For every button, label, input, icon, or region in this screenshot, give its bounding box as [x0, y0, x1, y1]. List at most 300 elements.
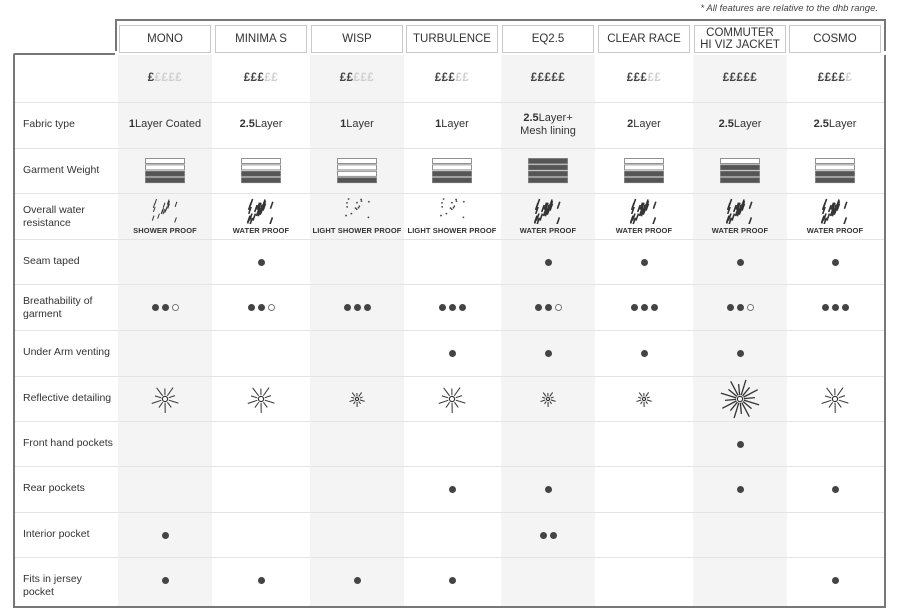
rain-streak	[653, 217, 655, 224]
burst-ray	[837, 402, 841, 407]
weight-bar	[529, 164, 568, 169]
price-cell	[597, 55, 691, 100]
weight-bar	[433, 171, 472, 176]
feature-dots	[639, 344, 649, 362]
feature-dot	[832, 577, 839, 584]
weight-bar	[625, 171, 664, 176]
reflective-cell	[693, 376, 787, 421]
feature-dots	[538, 526, 558, 544]
row-label-underarm: Under Arm venting	[23, 346, 110, 358]
breath-dot-filled	[344, 304, 351, 311]
breath-dot-filled	[364, 304, 371, 311]
rain-icon	[435, 196, 469, 224]
burst-ray	[551, 397, 554, 398]
breath-dots	[725, 298, 755, 316]
breath-dot-filled	[152, 304, 159, 311]
burst-ray	[638, 397, 641, 398]
burst-ray	[829, 402, 833, 407]
weight-cell	[214, 148, 308, 193]
rear-cell	[405, 466, 499, 511]
reflective-burst-icon	[718, 377, 762, 421]
feature-dots	[735, 435, 745, 453]
burst-ray	[263, 387, 269, 395]
breath-dots	[437, 298, 467, 316]
weight-bars-icon	[815, 158, 855, 184]
burst-ray	[354, 401, 356, 403]
price-rating: £££££	[817, 71, 853, 84]
feature-dot	[737, 350, 744, 357]
feature-dots	[352, 571, 362, 589]
burst-ray	[740, 402, 741, 413]
product-header: WISP	[311, 25, 403, 53]
rain-icon	[531, 196, 565, 224]
water-rating-label: WATER PROOF	[232, 226, 290, 235]
rain-streak	[729, 199, 731, 206]
reflective-burst-icon	[335, 377, 379, 421]
weight-bar	[242, 158, 281, 163]
weight-bar	[338, 171, 377, 176]
price-rating: £££££	[434, 71, 470, 84]
breath-dot-filled	[822, 304, 829, 311]
interior-cell	[118, 512, 212, 557]
weight-bar	[433, 177, 472, 182]
breath-dot-empty	[172, 304, 179, 311]
burst-ray	[542, 397, 545, 398]
burst-ray	[359, 392, 362, 396]
row-label-interior: Interior pocket	[23, 528, 90, 540]
weight-bar	[816, 158, 855, 163]
feature-dot	[545, 486, 552, 493]
burst-ray	[351, 397, 354, 398]
fronthand-cell	[118, 421, 212, 466]
burst-ray	[454, 402, 458, 407]
feature-dots	[543, 480, 553, 498]
row-label-fronthand: Front hand pockets	[23, 437, 113, 449]
burst-ray	[251, 395, 257, 397]
burst-ray	[639, 392, 642, 396]
feature-dot	[540, 532, 547, 539]
rain-icon	[244, 196, 278, 224]
rain-icon	[340, 196, 374, 224]
breath-dot-filled	[258, 304, 265, 311]
reflective-cell	[118, 376, 212, 421]
product-header: COMMUTER HI VIZ JACKET	[694, 25, 786, 53]
fabric-type: 1Layer	[435, 118, 469, 130]
burst-ray	[167, 387, 173, 395]
fabric-cell	[118, 102, 212, 147]
weight-cell	[405, 148, 499, 193]
burst-ray	[647, 397, 650, 398]
jersey-cell	[405, 557, 499, 602]
burst-ray	[636, 399, 641, 401]
feature-dots	[447, 480, 457, 498]
weight-bar	[146, 164, 185, 169]
water-rating-label: LIGHT SHOWER PROOF	[407, 226, 497, 235]
burst-ray	[739, 384, 740, 395]
burst-ray	[550, 401, 552, 403]
weight-bar	[433, 164, 472, 169]
breath-dot-filled	[459, 304, 466, 311]
water-rating-label: WATER PROOF	[519, 226, 577, 235]
seam-cell	[693, 239, 787, 284]
burst-ray	[360, 399, 365, 400]
reflective-burst-icon	[143, 377, 187, 421]
reflective-cell	[597, 376, 691, 421]
breath-dot-filled	[162, 304, 169, 311]
jersey-cell	[788, 557, 882, 602]
seam-cell	[118, 239, 212, 284]
rain-drop	[358, 205, 360, 207]
burst-ray	[822, 400, 831, 403]
weight-bar	[338, 164, 377, 169]
rear-cell	[501, 466, 595, 511]
rain-streak	[653, 202, 655, 209]
feature-dot	[737, 259, 744, 266]
footnote: * All features are relative to the dhb range.	[700, 3, 878, 14]
rain-streak	[732, 214, 734, 221]
rain-drop	[440, 215, 442, 217]
rain-streak	[827, 214, 829, 221]
rain-streak	[250, 199, 252, 206]
weight-bars-icon	[241, 158, 281, 184]
burst-ray	[839, 400, 849, 403]
burst-center	[162, 396, 167, 401]
burst-ray	[248, 400, 257, 403]
feature-dot	[737, 441, 744, 448]
reflective-cell	[214, 376, 308, 421]
interior-cell	[501, 512, 595, 557]
rear-cell	[310, 466, 404, 511]
price-rating: £££££	[147, 71, 183, 84]
rain-drop	[361, 200, 363, 202]
feature-dots	[543, 344, 553, 362]
rain-drop	[368, 216, 370, 218]
breath-cell	[597, 284, 691, 329]
burst-ray	[263, 402, 267, 407]
weight-bar	[625, 158, 664, 163]
rain-icon	[148, 196, 182, 224]
water-cell	[310, 193, 404, 238]
weight-bar	[721, 177, 760, 182]
weight-bars-icon	[337, 158, 377, 184]
rain-streak	[158, 214, 160, 219]
seam-cell	[597, 239, 691, 284]
weight-bar	[242, 164, 281, 169]
water-cell	[501, 193, 595, 238]
feature-dot	[832, 486, 839, 493]
burst-center	[355, 397, 358, 400]
weight-cell	[788, 148, 882, 193]
burst-ray	[255, 402, 259, 407]
fabric-cell	[405, 102, 499, 147]
row-label-seam: Seam taped	[23, 255, 80, 267]
burst-ray	[722, 400, 736, 407]
product-header: MINIMA S	[215, 25, 307, 53]
water-cell	[693, 193, 787, 238]
burst-center	[546, 397, 549, 400]
interior-cell	[310, 512, 404, 557]
rain-streak	[152, 216, 154, 221]
rain-icon	[627, 196, 661, 224]
breath-dot-filled	[354, 304, 361, 311]
jersey-cell	[310, 557, 404, 602]
weight-bar	[146, 177, 185, 182]
feature-dots	[160, 571, 170, 589]
reflective-burst-icon	[430, 377, 474, 421]
rear-cell	[118, 466, 212, 511]
feature-dots	[160, 526, 170, 544]
row-label-water: Overall water resistance	[23, 204, 85, 229]
fabric-cell	[214, 102, 308, 147]
weight-bar	[146, 158, 185, 163]
breath-cell	[118, 284, 212, 329]
breath-dot-filled	[631, 304, 638, 311]
breath-dot-filled	[651, 304, 658, 311]
burst-ray	[169, 395, 175, 397]
row-label-weight: Garment Weight	[23, 164, 100, 176]
product-header: MONO	[119, 25, 211, 53]
interior-cell	[788, 512, 882, 557]
burst-ray	[647, 399, 652, 400]
breath-cell	[310, 284, 404, 329]
water-cell	[788, 193, 882, 238]
feature-dots	[447, 344, 457, 362]
seam-cell	[788, 239, 882, 284]
rain-streak	[537, 199, 539, 206]
reflective-burst-icon	[526, 377, 570, 421]
weight-bar	[721, 158, 760, 163]
reflective-cell	[501, 376, 595, 421]
burst-ray	[155, 395, 161, 397]
burst-ray	[456, 400, 466, 403]
row-label-reflective: Reflective detailing	[23, 392, 112, 404]
feature-dots	[830, 480, 840, 498]
breath-dot-filled	[641, 304, 648, 311]
breath-dot-empty	[555, 304, 562, 311]
rain-icon	[723, 196, 757, 224]
weight-bars-icon	[145, 158, 185, 184]
reflective-cell	[788, 376, 882, 421]
rain-icon	[818, 196, 852, 224]
breath-dot-filled	[535, 304, 542, 311]
feature-dot	[641, 259, 648, 266]
rain-streak	[844, 202, 846, 209]
burst-center	[832, 396, 837, 401]
burst-ray	[744, 397, 755, 398]
fronthand-cell	[788, 421, 882, 466]
burst-ray	[359, 401, 361, 403]
fronthand-cell	[310, 421, 404, 466]
rain-streak	[540, 214, 542, 221]
row-label-breath: Breathability of garment	[23, 295, 93, 320]
burst-ray	[646, 392, 649, 396]
rain-drop	[358, 207, 360, 209]
weight-bar	[721, 164, 760, 169]
rain-streak	[270, 217, 272, 224]
breath-dot-empty	[747, 304, 754, 311]
reflective-burst-icon	[239, 377, 283, 421]
weight-cell	[693, 148, 787, 193]
rain-drop	[441, 206, 443, 208]
burst-ray	[265, 395, 271, 397]
jersey-cell	[214, 557, 308, 602]
rear-cell	[693, 466, 787, 511]
fabric-cell	[310, 102, 404, 147]
jersey-cell	[597, 557, 691, 602]
weight-bar	[338, 158, 377, 163]
rain-drop	[441, 202, 443, 204]
price-cell	[501, 55, 595, 100]
rain-drop	[455, 199, 457, 201]
water-rating-label: LIGHT SHOWER PROOF	[312, 226, 402, 235]
rain-drop	[450, 207, 452, 209]
price-rating: £££££	[339, 71, 375, 84]
rain-drop	[355, 207, 357, 209]
rain-streak	[636, 214, 638, 221]
burst-center	[642, 397, 645, 400]
burst-ray	[157, 387, 163, 395]
weight-bar	[816, 177, 855, 182]
feature-dots	[639, 253, 649, 271]
product-header: TURBULENCE	[406, 25, 498, 53]
fabric-type: 2Layer	[627, 118, 661, 130]
rain-drop	[346, 202, 348, 204]
feature-dots	[830, 571, 840, 589]
feature-dot	[545, 259, 552, 266]
reflective-burst-icon	[813, 377, 857, 421]
row-label-jersey: Fits in jersey pocket	[23, 573, 82, 598]
burst-ray	[349, 399, 354, 401]
rain-streak	[175, 217, 177, 222]
feature-dot	[550, 532, 557, 539]
product-header: EQ2.5	[502, 25, 594, 53]
feature-dot	[832, 259, 839, 266]
breath-dots	[150, 298, 180, 316]
jersey-cell	[693, 557, 787, 602]
burst-ray	[444, 387, 450, 395]
feature-dot	[737, 486, 744, 493]
weight-bar	[625, 164, 664, 169]
water-rating-label: WATER PROOF	[806, 226, 864, 235]
price-rating: £££££	[243, 71, 279, 84]
breath-dot-filled	[449, 304, 456, 311]
weight-bar	[529, 158, 568, 163]
breath-dot-filled	[832, 304, 839, 311]
breath-dot-filled	[727, 304, 734, 311]
burst-ray	[442, 395, 448, 397]
breath-cell	[788, 284, 882, 329]
rain-drop	[445, 213, 447, 215]
rain-drop	[368, 201, 370, 203]
feature-dot	[449, 577, 456, 584]
water-rating-label: WATER PROOF	[711, 226, 769, 235]
rain-drop	[463, 201, 465, 203]
weight-cell	[597, 148, 691, 193]
feature-dot	[354, 577, 361, 584]
water-rating-label: SHOWER PROOF	[133, 226, 197, 235]
weight-bar	[721, 171, 760, 176]
feature-dots	[447, 571, 457, 589]
burst-ray	[827, 387, 833, 395]
fabric-type: 2.5Layer+	[523, 111, 573, 124]
fabric-type: 1Layer Coated	[128, 118, 202, 130]
fronthand-cell	[501, 421, 595, 466]
breath-dots	[820, 298, 850, 316]
feature-dot	[258, 259, 265, 266]
feature-dot	[162, 532, 169, 539]
rain-drop	[346, 206, 348, 208]
fabric-cell	[501, 102, 595, 147]
rain-streak	[749, 217, 751, 224]
feature-dots	[543, 253, 553, 271]
burst-ray	[839, 395, 845, 397]
burst-ray	[837, 387, 843, 395]
feature-dot	[641, 350, 648, 357]
price-rating: £££££	[530, 71, 566, 84]
interior-cell	[597, 512, 691, 557]
reflective-burst-icon	[622, 377, 666, 421]
fronthand-cell	[405, 421, 499, 466]
row-label-rear: Rear pockets	[23, 482, 85, 494]
weight-bar	[242, 177, 281, 182]
rain-drop	[456, 200, 458, 202]
burst-ray	[456, 395, 462, 397]
burst-ray	[543, 392, 546, 396]
fabric-cell	[693, 102, 787, 147]
weight-bars-icon	[528, 158, 568, 184]
fabric-cell	[597, 102, 691, 147]
feature-dots	[256, 253, 266, 271]
feature-dots	[735, 344, 745, 362]
interior-cell	[214, 512, 308, 557]
burst-ray	[725, 399, 736, 400]
burst-ray	[352, 392, 355, 396]
breath-dot-filled	[545, 304, 552, 311]
rain-drop	[463, 216, 465, 218]
price-rating: £££££	[722, 71, 758, 84]
burst-ray	[545, 401, 547, 403]
water-cell	[118, 193, 212, 238]
reflective-cell	[405, 376, 499, 421]
weight-bar	[529, 171, 568, 176]
weight-bar	[529, 177, 568, 182]
breath-cell	[693, 284, 787, 329]
interior-cell	[693, 512, 787, 557]
breath-dots	[342, 298, 372, 316]
underarm-cell	[310, 330, 404, 375]
rain-drop	[453, 207, 455, 209]
breath-dots	[533, 298, 563, 316]
rain-streak	[557, 217, 559, 224]
burst-center	[258, 396, 263, 401]
price-cell	[310, 55, 404, 100]
seam-cell	[214, 239, 308, 284]
fronthand-cell	[214, 421, 308, 466]
burst-ray	[742, 402, 749, 416]
breath-dot-filled	[737, 304, 744, 311]
rear-cell	[597, 466, 691, 511]
fabric-type: 1Layer	[340, 118, 374, 130]
row-label-fabric: Fabric type	[23, 118, 75, 130]
burst-ray	[551, 399, 556, 400]
burst-ray	[641, 401, 643, 403]
rain-drop	[443, 198, 445, 200]
rain-drop	[451, 202, 453, 204]
feature-dot	[449, 486, 456, 493]
rain-streak	[749, 202, 751, 209]
price-rating: £££££	[626, 71, 662, 84]
burst-ray	[825, 395, 831, 397]
